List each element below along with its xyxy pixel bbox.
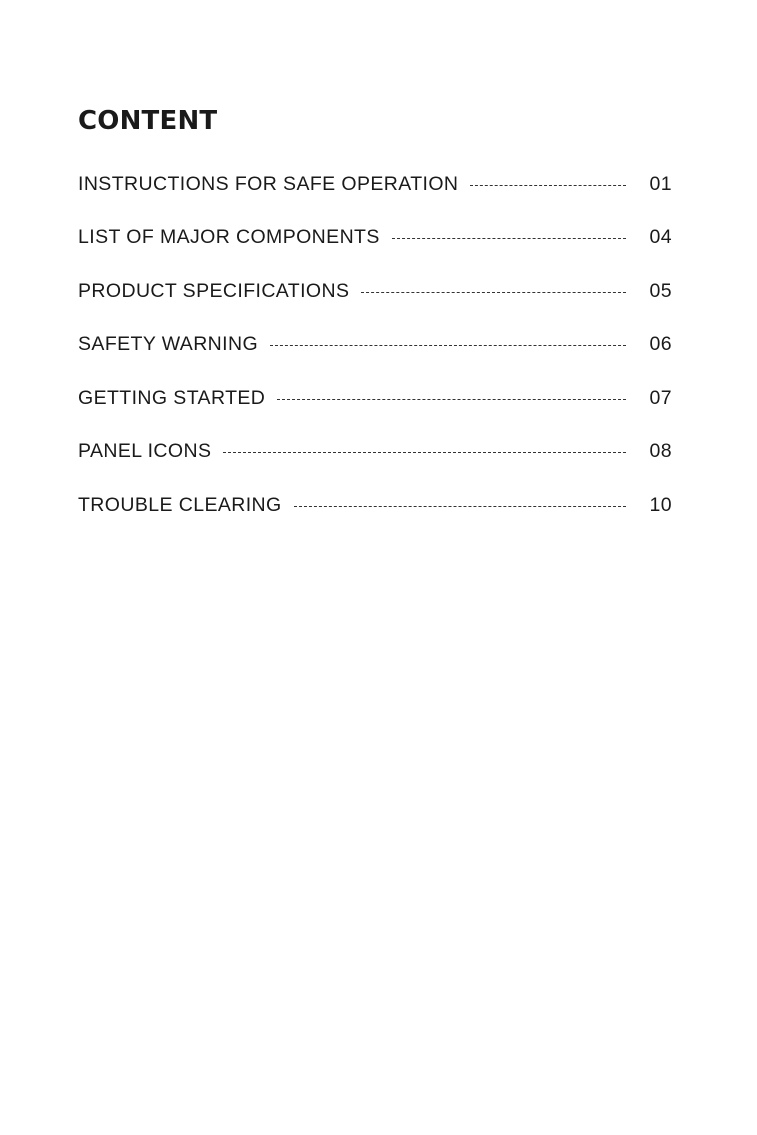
toc-page-number: 10 bbox=[649, 493, 672, 516]
toc-entry-label: GETTING STARTED bbox=[78, 386, 266, 409]
dotted-leader bbox=[270, 345, 626, 346]
toc-entry-safety-warning[interactable] bbox=[78, 329, 672, 361]
dotted-leader bbox=[470, 185, 626, 186]
toc-entry-label: TROUBLE CLEARING bbox=[78, 493, 282, 516]
toc-page-number: 05 bbox=[649, 279, 672, 302]
page-title: CONTENT bbox=[78, 106, 218, 136]
toc-entry-trouble-clearing[interactable] bbox=[78, 489, 672, 521]
toc-entry-label: INSTRUCTIONS FOR SAFE OPERATION bbox=[78, 172, 459, 195]
toc-entry-label: PANEL ICONS bbox=[78, 440, 212, 462]
table-of-contents bbox=[78, 168, 672, 543]
toc-entry-getting-started[interactable] bbox=[78, 382, 672, 414]
toc-page-number: 01 bbox=[649, 172, 672, 195]
dotted-leader bbox=[294, 506, 626, 507]
toc-page-number: 07 bbox=[649, 386, 672, 409]
toc-entry-panel-icons[interactable] bbox=[78, 436, 672, 468]
dotted-leader bbox=[223, 452, 626, 453]
dotted-leader bbox=[392, 238, 626, 239]
toc-entry-label: SAFETY WARNING bbox=[78, 333, 259, 355]
toc-entry-product-specifications[interactable] bbox=[78, 275, 672, 307]
dotted-leader bbox=[361, 292, 626, 293]
toc-entry-major-components[interactable] bbox=[78, 222, 672, 254]
toc-page-number: 04 bbox=[649, 226, 672, 248]
toc-page-number: 08 bbox=[649, 440, 672, 462]
toc-page-number: 06 bbox=[649, 333, 672, 355]
dotted-leader bbox=[277, 399, 626, 400]
toc-entry-label: PRODUCT SPECIFICATIONS bbox=[78, 279, 350, 302]
toc-entry-label: LIST OF MAJOR COMPONENTS bbox=[78, 226, 380, 248]
toc-entry-safe-operation[interactable] bbox=[78, 168, 672, 200]
